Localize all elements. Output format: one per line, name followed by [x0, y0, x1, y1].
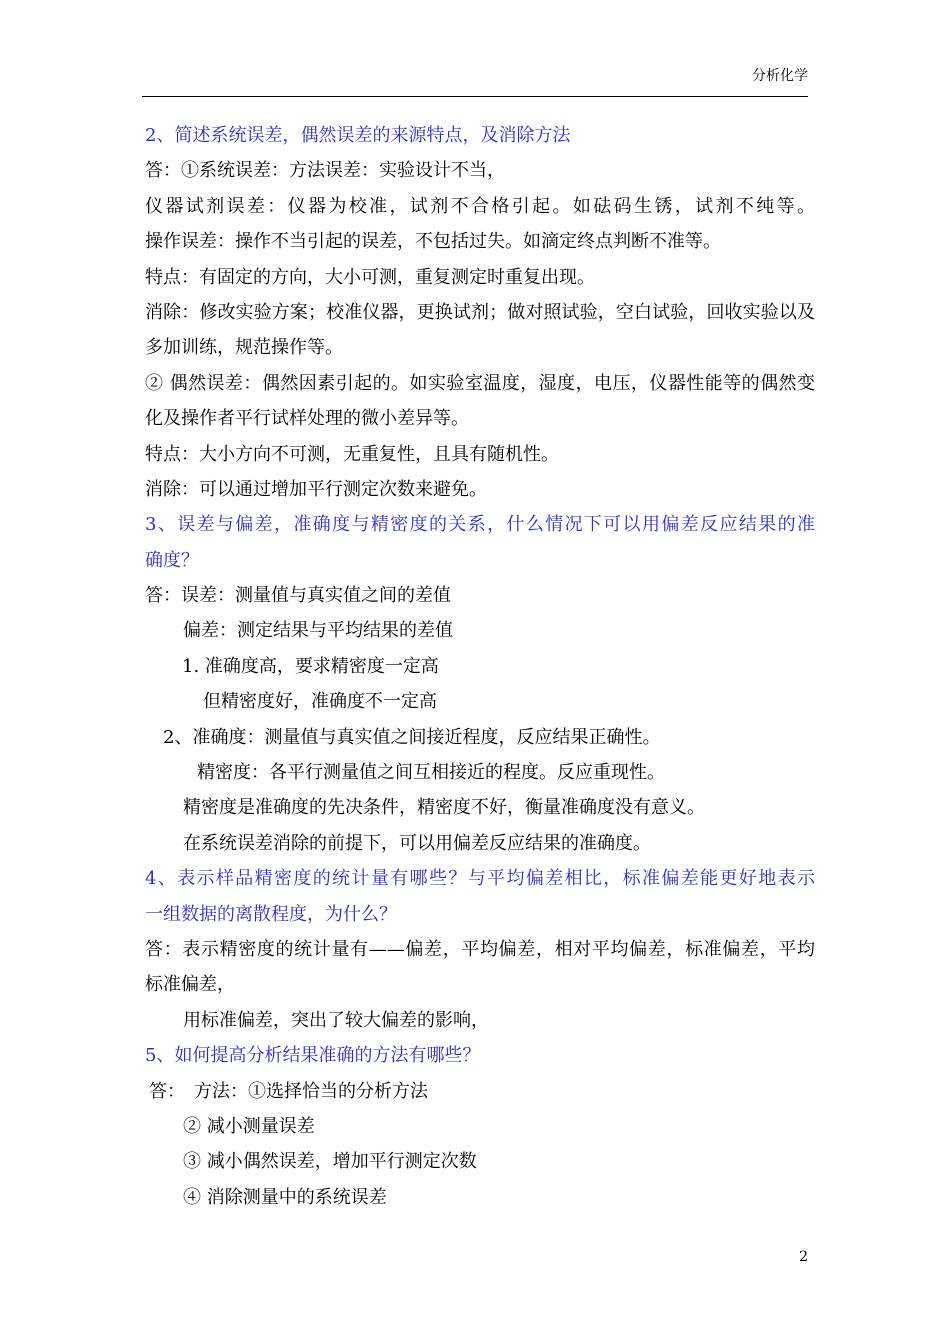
- header-divider: [142, 96, 808, 97]
- answer-line: 精密度：各平行测量值之间互相接近的程度。反应重现性。: [197, 762, 665, 784]
- question-3-heading: 3、误差与偏差，准确度与精密度的关系，什么情况下可以用偏差反应结果的准: [145, 514, 815, 536]
- answer-line: 化及操作者平行试样处理的微小差异等。: [145, 408, 469, 430]
- answer-line: 2、准确度：测量值与真实值之间接近程度，反应结果正确性。: [163, 726, 661, 748]
- answer-line: ② 偶然误差：偶然因素引起的。如实验室温度，湿度，电压，仪器性能等的偶然变: [145, 372, 815, 394]
- page-header-title: 分析化学: [752, 68, 808, 84]
- question-4-heading: 4、表示样品精密度的统计量有哪些？与平均偏差相比，标准偏差能更好地表示: [145, 868, 815, 890]
- answer-line: 答： 方法：①选择恰当的分析方法: [149, 1080, 428, 1102]
- answer-line: 消除：可以通过增加平行测定次数来避免。: [145, 478, 487, 500]
- answer-line: ③ 减小偶然误差，增加平行测定次数: [183, 1151, 477, 1173]
- answer-line: 特点：有固定的方向，大小可测，重复测定时重复出现。: [145, 266, 595, 288]
- answer-line: 用标准偏差，突出了较大偏差的影响，: [183, 1009, 489, 1031]
- answer-line: 消除：修改实验方案；校准仪器，更换试剂；做对照试验，空白试验，回收实验以及: [145, 301, 815, 323]
- answer-line: 在系统误差消除的前提下，可以用偏差反应结果的准确度。: [183, 832, 651, 854]
- answer-line: 特点：大小方向不可测，无重复性，且具有随机性。: [145, 443, 559, 465]
- answer-line: 仪器试剂误差：仪器为校准，试剂不合格引起。如砝码生锈，试剂不纯等。: [145, 195, 815, 217]
- question-2-heading: 2、简述系统误差，偶然误差的来源特点，及消除方法: [145, 125, 571, 146]
- answer-line: 精密度是准确度的先决条件，精密度不好，衡量准确度没有意义。: [183, 797, 705, 819]
- answer-line: 答：①系统误差：方法误差：实验设计不当，: [145, 160, 505, 182]
- page-number: 2: [799, 1249, 808, 1265]
- answer-line: 标准偏差，: [145, 974, 235, 996]
- answer-line: ② 减小测量误差: [183, 1115, 315, 1137]
- answer-line: 1. 准确度高，要求精密度一定高: [182, 655, 439, 677]
- answer-line: ④ 消除测量中的系统误差: [183, 1186, 387, 1208]
- question-3-heading-cont: 确度？: [145, 549, 199, 571]
- answer-line: 答：误差：测量值与真实值之间的差值: [145, 585, 451, 607]
- answer-line: 答：表示精密度的统计量有——偏差，平均偏差，相对平均偏差，标准偏差，平均: [145, 938, 815, 960]
- answer-line: 但精密度好，准确度不一定高: [203, 691, 437, 713]
- question-5-heading: 5、如何提高分析结果准确的方法有哪些？: [145, 1045, 481, 1067]
- answer-line: 操作误差：操作不当引起的误差，不包括过失。如滴定终点判断不准等。: [145, 231, 721, 253]
- answer-line: 多加训练，规范操作等。: [145, 337, 343, 359]
- answer-line: 偏差：测定结果与平均结果的差值: [183, 620, 453, 642]
- document-body: [145, 118, 815, 1215]
- question-4-heading-cont: 一组数据的离散程度，为什么？: [145, 903, 397, 925]
